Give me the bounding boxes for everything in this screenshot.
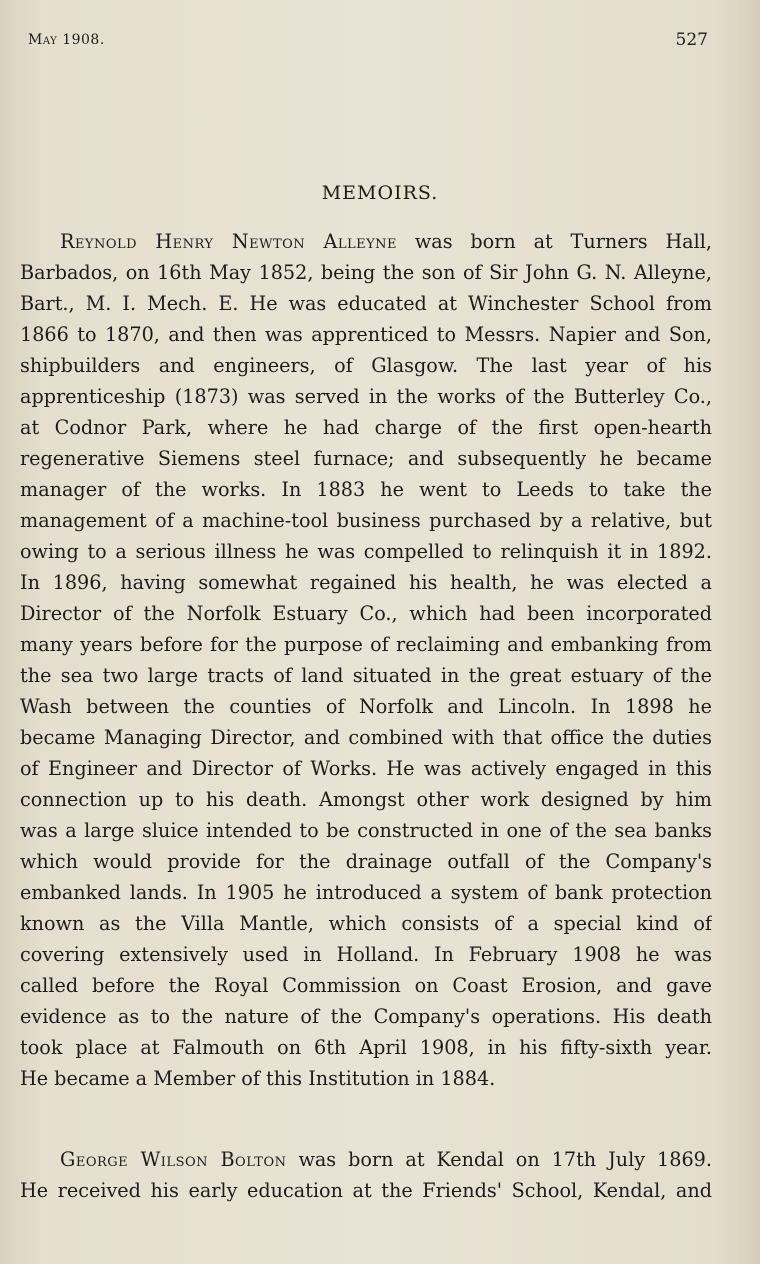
text-line: owing to a serious illness he was compelled to relinquish it in 1892. <box>20 540 712 563</box>
running-head-date: May 1908. <box>28 32 105 48</box>
text-line: 1866 to 1870, and then was apprenticed to Messrs. Napier and Son, <box>20 323 712 346</box>
text-line: called before the Royal Commission on Coast Erosion, and gave <box>20 974 712 997</box>
text-line: regenerative Siemens steel furnace; and subsequently he became <box>20 447 712 470</box>
text-line: took place at Falmouth on 6th April 1908, in his fifty-sixth year. <box>20 1036 712 1059</box>
text-line: which would provide for the drainage outfall of the Company's <box>20 850 712 873</box>
text-line: many years before for the purpose of reclaiming and embanking from <box>20 633 712 656</box>
text-line: the sea two large tracts of land situated in the great estuary of the <box>20 664 712 687</box>
section-title: MEMOIRS. <box>321 182 439 204</box>
memoir-name: George Wilson Bolton <box>60 1148 287 1171</box>
running-head <box>28 30 708 54</box>
text-line: was a large sluice intended to be constructed in one of the sea banks <box>20 819 712 842</box>
memoir-first-line-text: was born at Kendal on 17th July 1869. <box>298 1148 712 1171</box>
text-line: became Managing Director, and combined with that office the duties <box>20 726 712 749</box>
text-line: at Codnor Park, where he had charge of the first open-hearth <box>20 416 712 439</box>
text-line: shipbuilders and engineers, of Glasgow. The last year of his <box>20 354 712 377</box>
text-line: apprenticeship (1873) was served in the works of the Butterley Co., <box>20 385 712 408</box>
text-line: He became a Member of this Institution in 1884. <box>20 1067 496 1090</box>
text-line: Wash between the counties of Norfolk and Lincoln. In 1898 he <box>20 695 712 718</box>
memoir-first-line <box>60 226 712 257</box>
page-number: 527 <box>675 30 708 50</box>
text-line: Director of the Norfolk Estuary Co., which had been incorporated <box>20 602 712 625</box>
text-line: covering extensively used in Holland. In February 1908 he was <box>20 943 712 966</box>
memoir-name: Reynold Henry Newton Alleyne <box>60 230 398 253</box>
text-line: evidence as to the nature of the Company's operations. His death <box>20 1005 712 1028</box>
text-line: of Engineer and Director of Works. He was actively engaged in this <box>20 757 712 780</box>
text-line: connection up to his death. Amongst other work designed by him <box>20 788 712 811</box>
text-line: manager of the works. In 1883 he went to Leeds to take the <box>20 478 712 501</box>
text-line: Barbados, on 16th May 1852, being the son of Sir John G. N. Alleyne, <box>20 261 712 284</box>
text-line: He received his early education at the Friends' School, Kendal, and <box>20 1179 712 1202</box>
memoir-first-line-text: was born at Turners Hall, <box>414 230 712 253</box>
text-line: In 1896, having somewhat regained his health, he was elected a <box>20 571 712 594</box>
text-line: Bart., M. I. Mech. E. He was educated at Winchester School from <box>20 292 712 315</box>
text-line: embanked lands. In 1905 he introduced a system of bank protection <box>20 881 712 904</box>
text-line: management of a machine-tool business purchased by a relative, but <box>20 509 712 532</box>
text-line: known as the Villa Mantle, which consists of a special kind of <box>20 912 712 935</box>
memoir-first-line <box>60 1144 712 1175</box>
